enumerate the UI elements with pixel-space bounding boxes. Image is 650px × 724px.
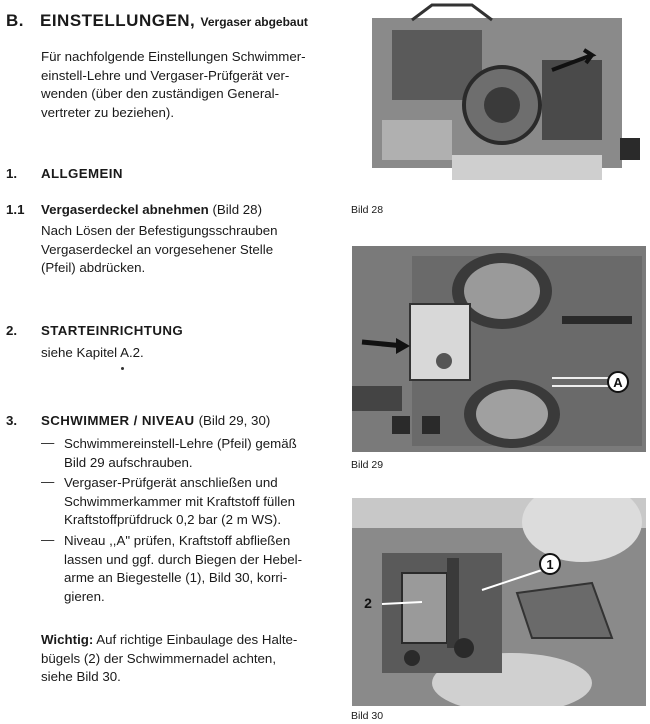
note-label: Wichtig:	[41, 632, 94, 647]
intro-line: vertreter zu beziehen).	[41, 104, 175, 120]
section-1-1-number: 1.1	[6, 202, 25, 217]
page-title	[40, 11, 308, 31]
important-note	[41, 631, 297, 687]
note-line: siehe Bild 30.	[41, 669, 121, 684]
bullet-line: Schwimmereinstell-Lehre (Pfeil) gemäß	[64, 436, 297, 451]
bullet-line: arme an Biegestelle (1), Bild 30, korri-	[64, 570, 288, 585]
intro-line: wenden (über den zuständigen General-	[41, 86, 280, 101]
bullet-line: lassen und ggf. durch Biegen der Hebel-	[64, 551, 303, 567]
section-3-title	[41, 413, 270, 428]
page-title-text: EINSTELLUNGEN,	[40, 11, 196, 30]
figure-28-photo	[352, 0, 646, 196]
note-line: Auf richtige Einbaulage des Halte-	[96, 632, 298, 647]
figure-30-photo	[352, 498, 646, 706]
figure-30-label-1: 1	[546, 557, 554, 572]
dash-bullet: —	[41, 474, 55, 489]
bullet-line: Bild 29 aufschrauben.	[64, 454, 193, 470]
section-1-number: 1.	[6, 166, 18, 181]
bullet-line: Kraftstoffprüfdruck 0,2 bar (2 m WS).	[64, 512, 282, 527]
figure-reference: (Bild 29, 30)	[198, 413, 271, 428]
bullet-line: Schwimmerkammer mit Kraftstoff füllen	[64, 493, 296, 509]
intro-line: einstell-Lehre und Vergaser-Prüfgerät ver-	[41, 67, 290, 83]
bullet-line: Niveau ,,A" prüfen, Kraftstoff abfließen	[64, 533, 291, 548]
figure-reference: (Bild 28)	[212, 202, 262, 217]
figure-28-caption: Bild 28	[351, 204, 384, 216]
figure-29-photo	[352, 246, 646, 452]
section-2-text: siehe Kapitel A.2.	[41, 345, 144, 360]
section-2-title: STARTEINRICHTUNG	[41, 323, 184, 338]
paragraph-line: Nach Lösen der Befestigungsschrauben	[41, 223, 278, 238]
section-2-number: 2.	[6, 323, 18, 338]
figure-30-caption: Bild 30	[351, 710, 384, 722]
figure-30-label-2: 2	[364, 595, 372, 611]
paragraph-line: (Pfeil) abdrücken.	[41, 260, 146, 275]
dash-bullet: —	[41, 532, 55, 547]
section-1-1-paragraph	[41, 222, 278, 278]
section-1-1-title	[41, 202, 262, 217]
bullet-item	[64, 532, 302, 606]
note-line: bügels (2) der Schwimmernadel achten,	[41, 650, 277, 666]
figure-29-caption: Bild 29	[351, 459, 384, 471]
bullet-line: gieren.	[64, 588, 105, 604]
bullet-item	[64, 474, 295, 530]
section-3-number: 3.	[6, 413, 18, 428]
figure-29-label-a: A	[613, 375, 623, 390]
page-subtitle: Vergaser abgebaut	[200, 15, 308, 29]
paragraph-line: Vergaserdeckel an vorgesehener Stelle	[41, 241, 274, 257]
speck	[121, 367, 124, 370]
bullet-line: Vergaser-Prüfgerät anschließen und	[64, 475, 278, 490]
section-1-title: ALLGEMEIN	[41, 166, 123, 181]
bullet-item	[64, 435, 297, 472]
dash-bullet: —	[41, 435, 55, 450]
section-3-title-text: SCHWIMMER / NIVEAU	[41, 413, 195, 428]
intro-line: Für nachfolgende Einstellungen Schwimmer-	[41, 49, 306, 64]
section-1-1-title-text: Vergaserdeckel abnehmen	[41, 202, 209, 217]
section-number: B.	[6, 11, 24, 30]
intro-paragraph	[41, 48, 306, 122]
